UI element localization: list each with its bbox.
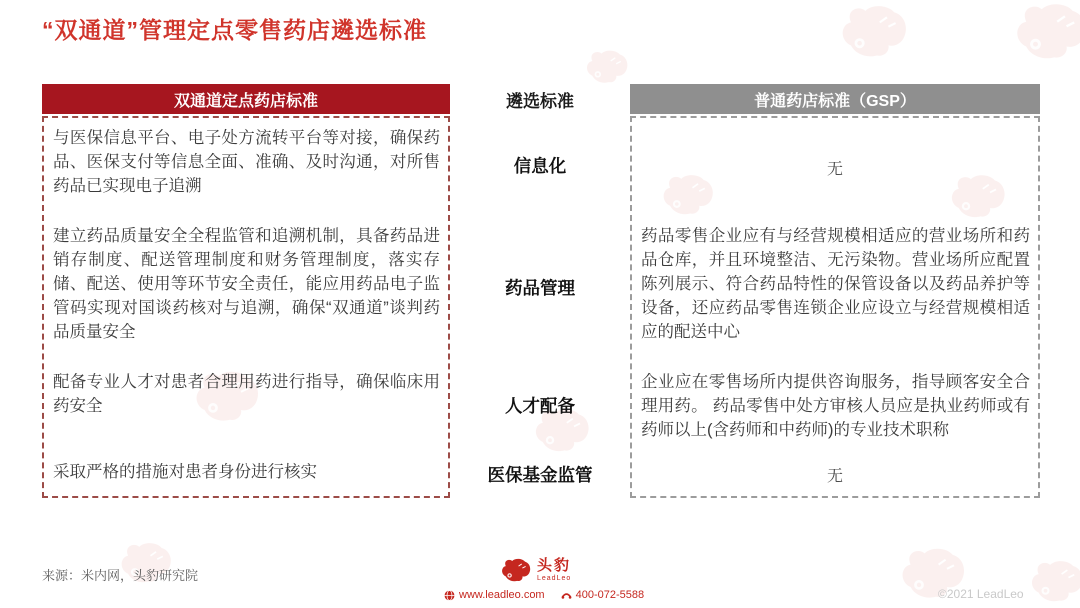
- table-cell: 药品零售企业应有与经营规模相适应的营业场所和药品仓库，并且环境整洁、无污染物。营业场所应配置陈列展示、符合药品特性的保管设备以及药品养护等设备，还应药品零售连锁企业应设立与经营规模相适应的配送中心: [641, 227, 1030, 341]
- dual-channel-body: [42, 116, 450, 498]
- phone-item: [561, 589, 645, 601]
- copyright-text: ©2021 LeadLeo: [938, 587, 1024, 601]
- dual-channel-header: 双通道定点药店标准: [42, 84, 450, 114]
- leopard-watermark-icon: [1028, 558, 1080, 604]
- table-cell: 无: [826, 467, 843, 485]
- criteria-label: 信息化: [513, 155, 567, 176]
- leopard-watermark-icon: [584, 48, 630, 85]
- leopard-watermark-icon: [838, 2, 910, 60]
- footer-contact: [444, 589, 644, 601]
- table-cell: 建立药品质量安全全程监管和追溯机制，具备药品进销存制度、配送管理制度和财务管理制度，落实存储、配送、使用等环节安全责任，能应用药品电子监管码实现对国谈药核对与追溯，确保“双通道”谈判药品质量安全: [53, 227, 440, 341]
- logo-name-cn: 头豹: [537, 557, 572, 574]
- criteria-header: 遴选标准: [506, 91, 574, 111]
- table-cell: 企业应在零售场所内提供咨询服务，指导顾客安全合理用药。 药品零售中处方审核人员应是执业药师或有药师以上(含药师和中药师)的专业技术职称: [641, 373, 1030, 439]
- gsp-header: 普通药店标准（GSP）: [630, 84, 1040, 114]
- leadleo-logo: [500, 557, 571, 583]
- criteria-label: 人才配备: [505, 395, 575, 416]
- website-item: [444, 589, 545, 601]
- logo-name-en: LeadLeo: [537, 575, 572, 582]
- column-criteria: [450, 84, 630, 498]
- globe-icon: [444, 590, 455, 601]
- column-dual-channel: [42, 84, 450, 498]
- criteria-label: 药品管理: [505, 277, 575, 298]
- leopard-watermark-icon: [1012, 0, 1080, 62]
- website-text: www.leadleo.com: [459, 589, 545, 601]
- table-cell: 采取严格的措施对患者身份进行核实: [53, 463, 317, 481]
- phone-icon: [561, 590, 572, 601]
- criteria-label: 医保基金监管: [487, 464, 593, 485]
- table-cell: 无: [826, 160, 843, 178]
- table-cell: 配备专业人才对患者合理用药进行指导，确保临床用药安全: [53, 373, 440, 415]
- gsp-body: [630, 116, 1040, 498]
- column-gsp: [630, 84, 1040, 498]
- criteria-body: [450, 116, 630, 498]
- comparison-table: [42, 84, 1040, 498]
- phone-text: 400-072-5588: [575, 589, 645, 601]
- page-title: “双通道”管理定点零售药店遴选标准: [42, 17, 427, 43]
- leopard-logo-icon: [500, 557, 532, 583]
- logo-text-block: [537, 558, 571, 582]
- source-note: 来源：米内网，头豹研究院: [42, 568, 199, 583]
- table-cell: 与医保信息平台、电子处方流转平台等对接，确保药品、医保支付等信息全面、准确、及时沟通，对所售药品已实现电子追溯: [53, 129, 440, 195]
